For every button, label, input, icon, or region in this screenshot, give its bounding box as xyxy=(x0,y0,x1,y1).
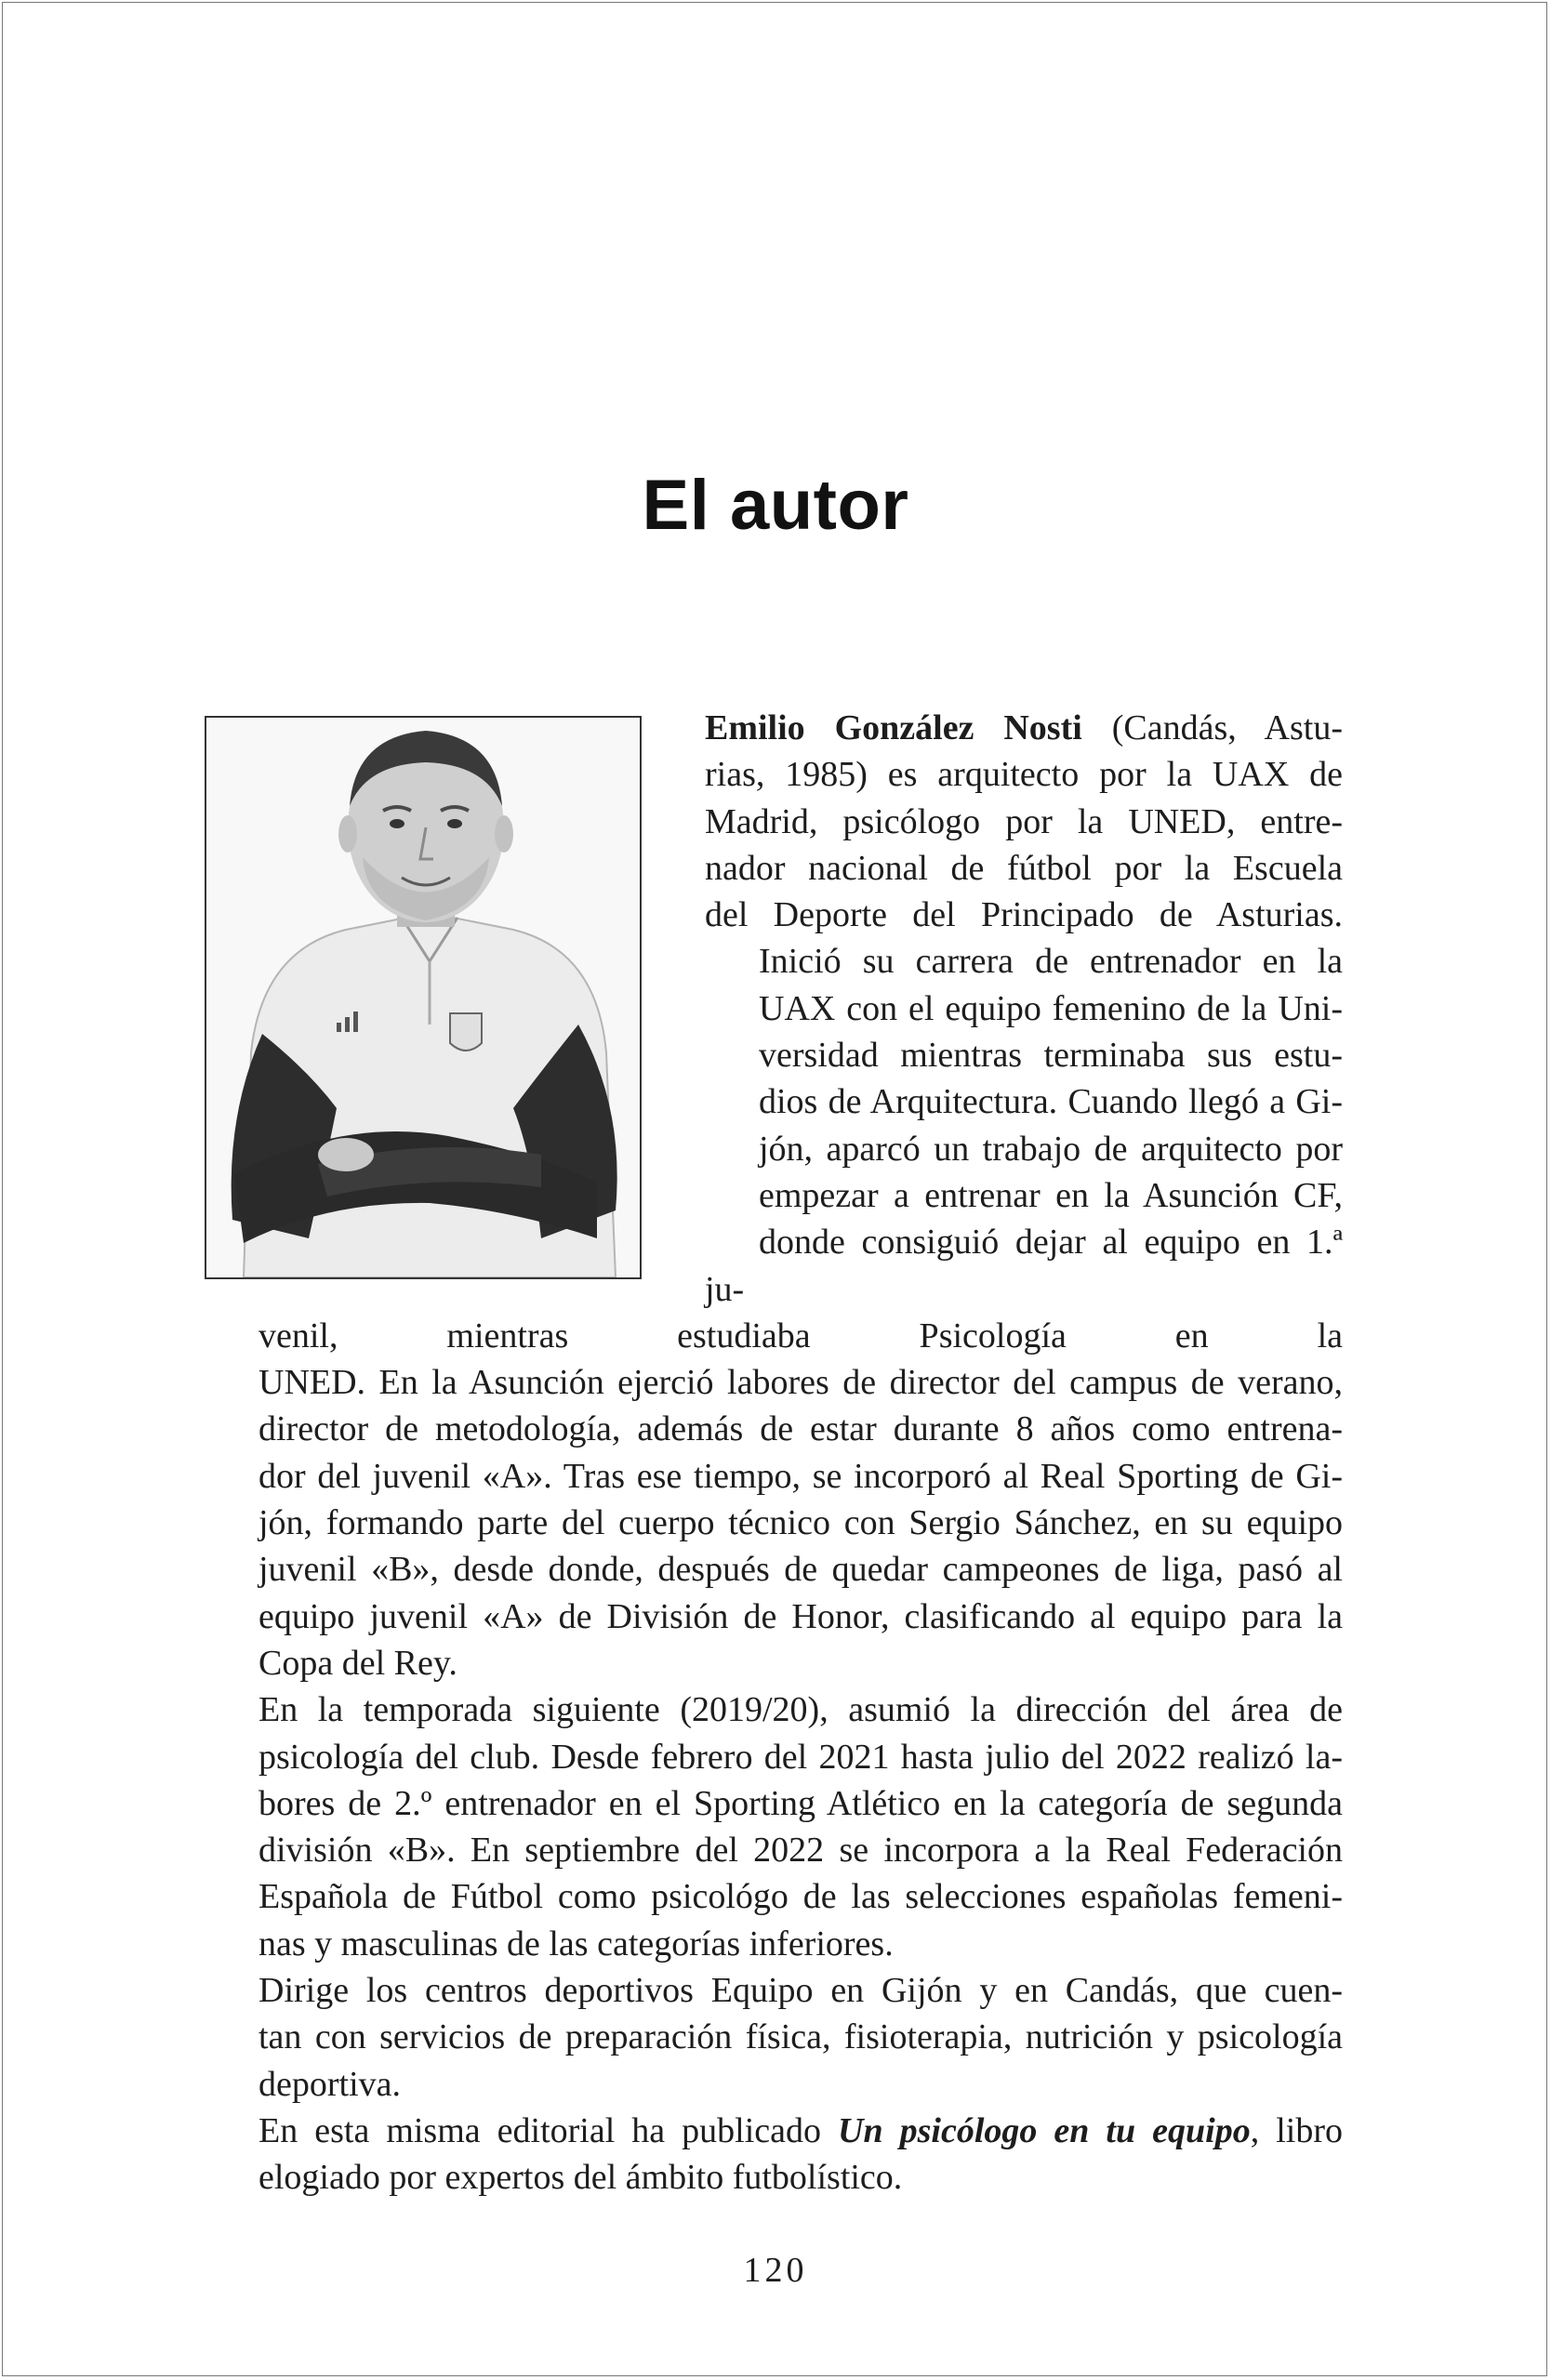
text-line: UAX con el equipo femenino de la Uni- xyxy=(759,988,1343,1028)
text-line: rias, 1985) es arquitecto por la UAX de xyxy=(705,755,1343,795)
author-bio xyxy=(205,705,1343,2202)
text-line: nador nacional de fútbol por la Escuela xyxy=(705,848,1343,888)
text-line: director de metodología, además de estar durante 8 años como entrena- xyxy=(258,1409,1343,1449)
book-title: Un psicólogo en tu equipo xyxy=(838,2110,1251,2150)
text-line: Copa del Rey. xyxy=(258,1643,457,1683)
bio-paragraph-5 xyxy=(205,2108,1343,2202)
text-line: equipo juvenil «A» de División de Honor, clasificando al equipo para la xyxy=(258,1596,1343,1636)
text-line: En la temporada siguiente (2019/20), asumió la dirección del área de xyxy=(258,1690,1343,1730)
text-fragment: , libro xyxy=(1250,2110,1343,2150)
text-line: Dirige los centros deportivos Equipo en Gijón y en Candás, que cuen- xyxy=(258,1971,1343,2011)
page-number: 120 xyxy=(743,2251,808,2290)
text-fragment: (Candás, Astu- xyxy=(1081,708,1343,747)
text-line xyxy=(205,2108,1343,2154)
text-line: versidad mientras terminaba sus estu- xyxy=(759,1036,1343,1076)
text-line: elogiado por expertos del ámbito futbolístico. xyxy=(258,2158,903,2198)
text-line: jón, aparcó un trabajo de arquitecto por xyxy=(759,1129,1343,1169)
bio-paragraph-3 xyxy=(205,1686,1343,1967)
text-line: psicología del club. Desde febrero del 2021 hasta julio del 2022 realizó la- xyxy=(258,1737,1343,1777)
text-line: UNED. En la Asunción ejerció labores de director del campus de verano, xyxy=(258,1363,1343,1403)
text-line: Española de Fútbol como psicológo de las selecciones españolas femeni- xyxy=(258,1877,1343,1917)
text-line: jón, formando parte del cuerpo técnico con Sergio Sánchez, en su equipo xyxy=(258,1503,1343,1543)
text-line: del Deporte del Principado de Asturias. xyxy=(705,895,1343,935)
text-line: deportiva. xyxy=(258,2064,402,2104)
text-line: Madrid, psicólogo por la UNED, entre- xyxy=(705,801,1343,841)
page-title: El autor xyxy=(642,465,909,545)
bio-paragraph-4 xyxy=(205,1967,1343,2108)
text-line: donde consiguió dejar al equipo en 1.ª ju- xyxy=(705,1223,1343,1309)
text-line: división «B». En septiembre del 2022 se incorpora a la Real Federación xyxy=(258,1831,1343,1871)
author-name: Emilio González Nosti xyxy=(705,708,1082,747)
author-photo xyxy=(205,716,642,1279)
text-line: nas y masculinas de las categorías inferiores. xyxy=(258,1924,894,1964)
text-line: dios de Arquitectura. Cuando llegó a Gi- xyxy=(759,1082,1343,1122)
text-line: venil, mientras estudiaba Psicología en la xyxy=(258,1316,1343,1355)
text-line: empezar a entrenar en la Asunción CF, xyxy=(759,1175,1343,1215)
text-line: bores de 2.º entrenador en el Sporting Atlético en la categoría de segunda xyxy=(258,1783,1343,1823)
text-fragment: En esta misma editorial ha publicado xyxy=(258,2110,839,2150)
text-line: juvenil «B», desde donde, después de quedar campeones de liga, pasó al xyxy=(258,1550,1343,1590)
author-portrait-image xyxy=(206,718,640,1277)
text-line: Inició su carrera de entrenador en la xyxy=(759,942,1343,982)
text-line: tan con servicios de preparación física, fisioterapia, nutrición y psicología xyxy=(258,2017,1343,2057)
text-line: dor del juvenil «A». Tras ese tiempo, se incorporó al Real Sporting de Gi- xyxy=(258,1456,1343,1496)
